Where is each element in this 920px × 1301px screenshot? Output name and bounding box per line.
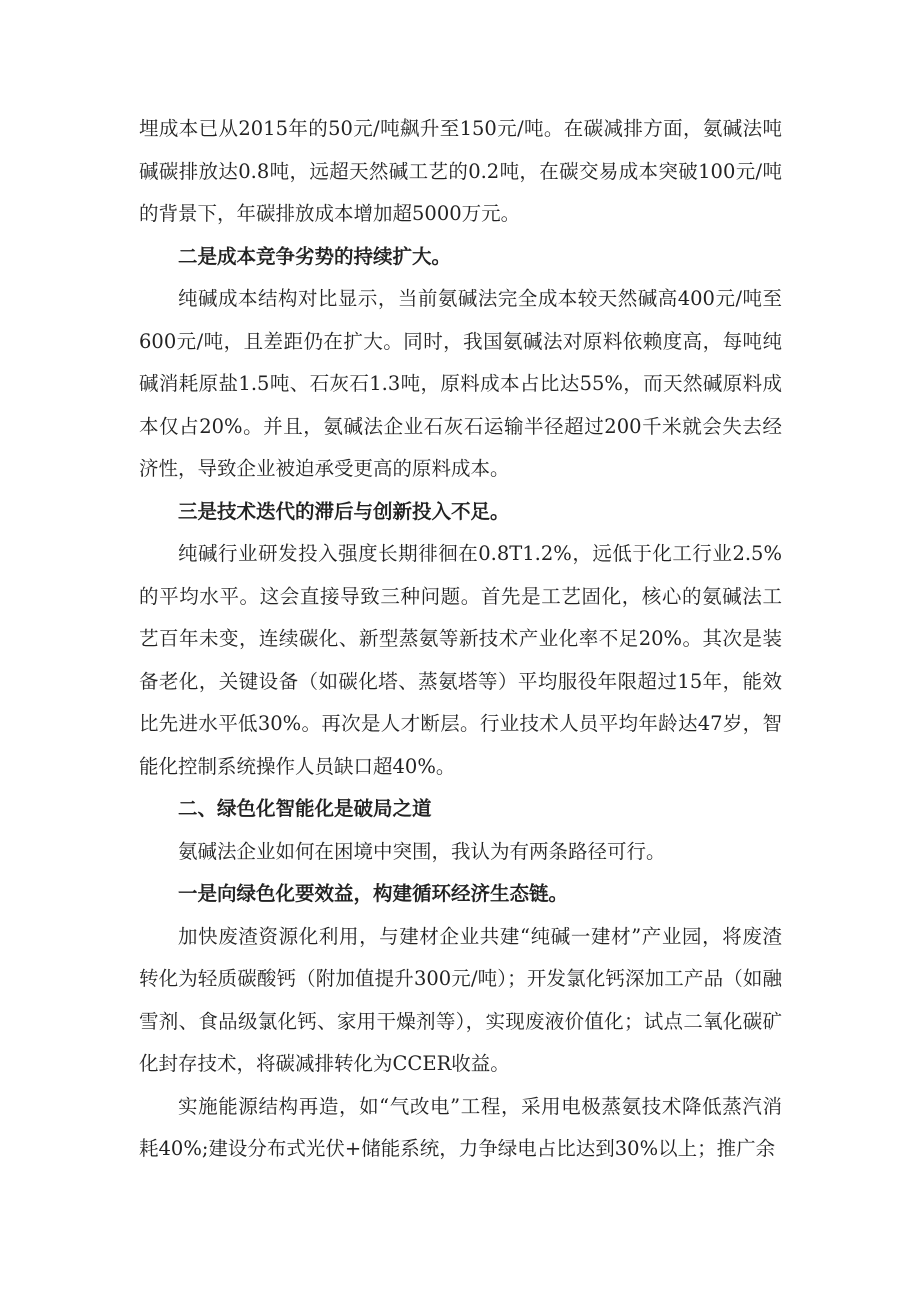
heading-green-benefits: 一是向绿色化要效益，构建循环经济生态链。 [178, 882, 569, 905]
heading-cost-disadvantage: 二是成本竞争劣势的持续扩大。 [178, 244, 452, 268]
heading-tech-lag: 三是技术迭代的滞后与创新投入不足。 [178, 499, 510, 523]
section-heading-green-smart: 二、绿色化智能化是破局之道 [178, 797, 432, 820]
paragraph-continued-carbon-cost: 埋成本已从2015年的50元/吨飙升至150元/吨。在碳减排方面，氨碱法吨碱碳排放达0.8吨，远超天然碱工艺的0.2吨，在碳交易成本突破100元/吨的背景下，年碳排放成本增加超5000万元。 [139, 117, 782, 225]
paragraph-two-paths: 氨碱法企业如何在困境中突围，我认为有两条路径可行。 [178, 839, 666, 863]
paragraph-energy-restructure: 实施能源结构再造，如“气改电”工程，采用电极蒸氨技术降低蒸汽消耗40%;建设分布式光伏+储能系统，力争绿电占比达到30%以上；推广余 [139, 1094, 782, 1160]
document-body [139, 108, 782, 1171]
paragraph-cost-structure: 纯碱成本结构对比显示，当前氨碱法完全成本较天然碱高400元/吨至600元/吨，且差距仍在扩大。同时，我国氨碱法对原料依赖度高，每吨纯碱消耗原盐1.5吨、石灰石1.3吨，原料成本占比达55%，而天然碱原料成本仅占20%。并且，氨碱法企业石灰石运输半径超过200千米就会失去经济性，导致企业被迫承受更高的原料成本。 [139, 287, 782, 480]
paragraph-waste-utilization: 加快废渣资源化利用，与建材企业共建“纯碱一建材”产业园，将废渣转化为轻质碳酸钙（附加值提升300元/吨）；开发氯化钙深加工产品（如融雪剂、食品级氯化钙、家用干燥剂等），实现废液价值化；试点二氧化碳矿化封存技术，将碳减排转化为CCER收益。 [139, 924, 782, 1075]
paragraph-rd-investment: 纯碱行业研发投入强度长期徘徊在0.8T1.2%，远低于化工行业2.5%的平均水平。这会直接导致三种问题。首先是工艺固化，核心的氨碱法工艺百年未变，连续碳化、新型蒸氨等新技术产业化率不足20%。其次是装备老化，关键设备（如碳化塔、蒸氨塔等）平均服役年限超过15年，能效比先进水平低30%。再次是人才断层。行业技术人员平均年龄达47岁，智能化控制系统操作人员缺口超40%。 [139, 542, 782, 778]
